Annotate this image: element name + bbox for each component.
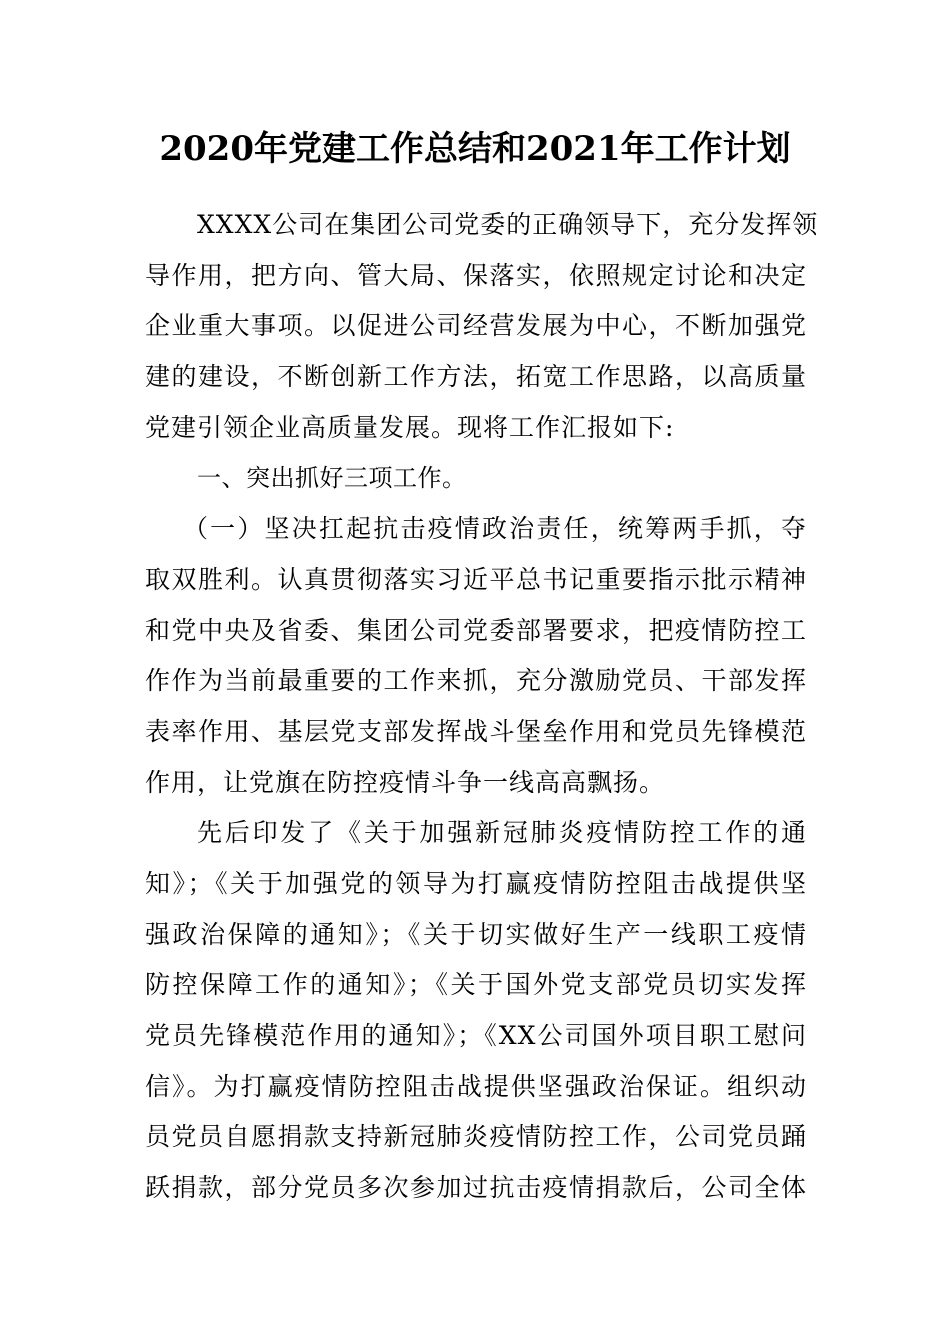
paragraph-line: XXXX公司在集团公司党委的正确领导下，充分发挥领 — [197, 210, 819, 239]
paragraph-line: （一）坚决扛起抗击疫情政治责任，统筹两手抓，夺 — [183, 514, 807, 544]
document-body — [145, 200, 819, 1214]
paragraph-line: 作用，让党旗在防控疫情斗争一线高高飘扬。 — [145, 767, 666, 797]
paragraph-line: 建的建设，不断创新工作方法，拓宽工作思路，以高质量 — [145, 362, 807, 392]
paragraph-line: 员党员自愿捐款支持新冠肺炎疫情防控工作，公司党员踊 — [145, 1122, 807, 1152]
paragraph-line: 党建引领企业高质量发展。现将工作汇报如下: — [145, 412, 675, 442]
paragraph-line: 知》；《关于加强党的领导为打赢疫情防控阻击战提供坚 — [145, 868, 807, 898]
paragraph-line: 取双胜利。认真贯彻落实习近平总书记重要指示批示精神 — [145, 564, 807, 594]
paragraph-line: 表率作用、基层党支部发挥战斗堡垒作用和党员先锋模范 — [145, 716, 807, 746]
paragraph-line: 作作为当前最重要的工作来抓，充分激励党员、干部发挥 — [145, 666, 807, 696]
paragraph-line: 先后印发了《关于加强新冠肺炎疫情防控工作的通 — [197, 818, 807, 848]
paragraph-line: 和党中央及省委、集团公司党委部署要求，把疫情防控工 — [145, 615, 807, 645]
paragraph-line: 防控保障工作的通知》；《关于国外党支部党员切实发挥 — [145, 970, 807, 1000]
paragraph-line: 党员先锋模范作用的通知》；《XX公司国外项目职工慰问 — [145, 1021, 807, 1050]
paragraph-line: 导作用，把方向、管大局、保落实，依照规定讨论和决定 — [145, 260, 807, 290]
document-title: 2020年党建工作总结和2021年工作计划 — [159, 129, 791, 169]
paragraph-line: 企业重大事项。以促进公司经营发展为中心，不断加强党 — [145, 311, 807, 341]
paragraph-line: 跃捐款，部分党员多次参加过抗击疫情捐款后，公司全体 — [145, 1173, 807, 1203]
paragraph-line: 信》。为打赢疫情防控阻击战提供坚强政治保证。组织动 — [145, 1071, 807, 1101]
paragraph-line: 强政治保障的通知》；《关于切实做好生产一线职工疫情 — [145, 919, 807, 949]
section-heading: 一、突出抓好三项工作。 — [197, 464, 467, 493]
